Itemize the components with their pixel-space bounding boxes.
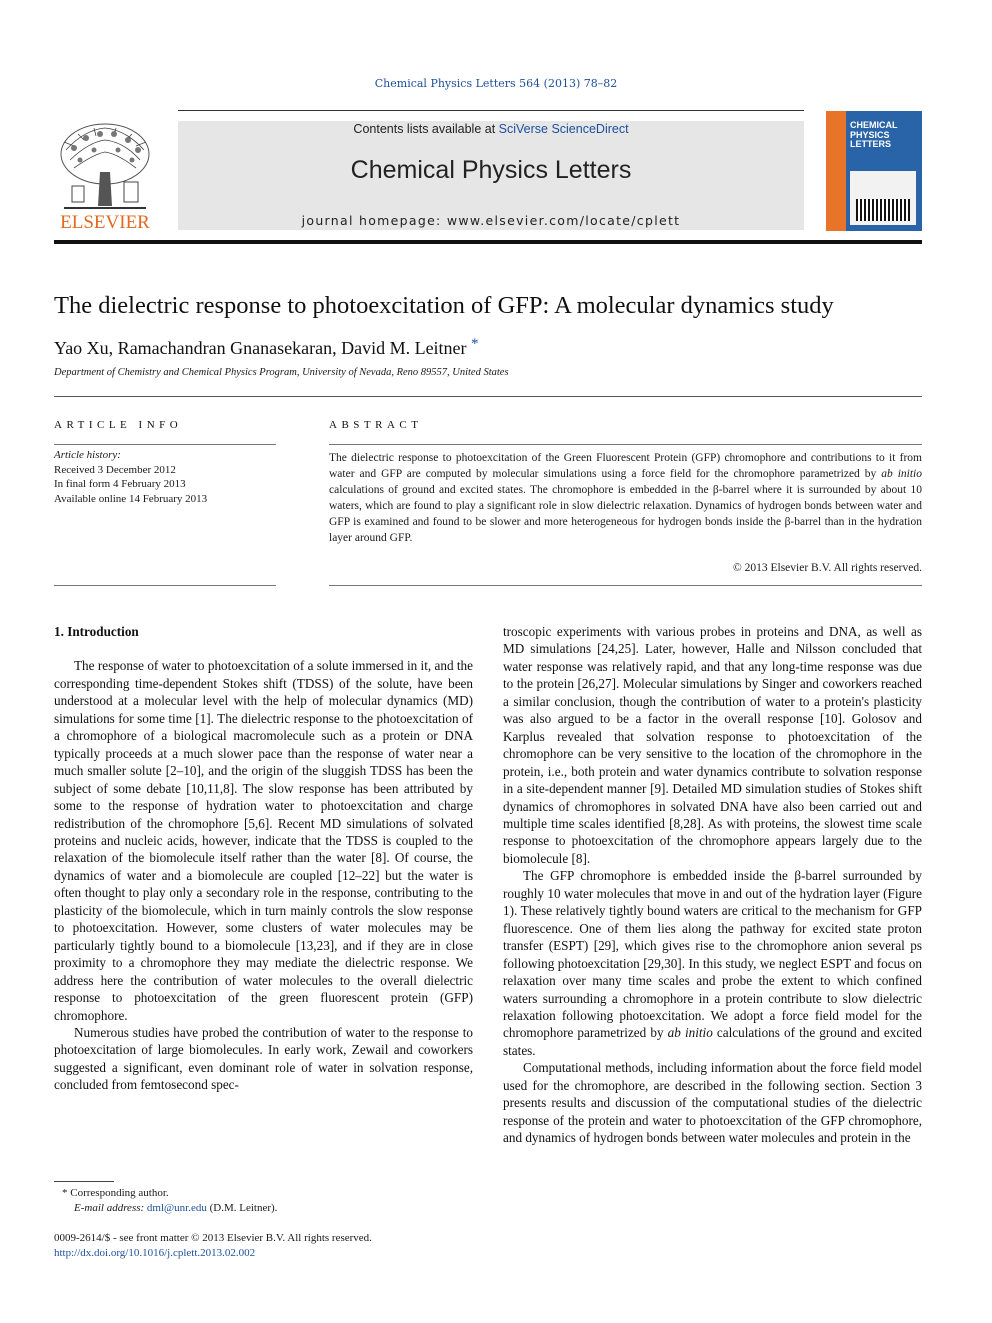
footnote-rule <box>54 1181 114 1182</box>
journal-title: Chemical Physics Letters <box>350 156 632 184</box>
cover-title-line-3: LETTERS <box>850 139 892 149</box>
abstract-italic: ab initio <box>881 468 923 480</box>
email-label: E-mail address: <box>74 1202 147 1214</box>
abstract-rule <box>329 444 922 445</box>
cover-title <box>850 121 898 150</box>
abstract-copyright: © 2013 Elsevier B.V. All rights reserved. <box>733 562 922 574</box>
sciencedirect-link[interactable]: SciVerse ScienceDirect <box>498 122 629 136</box>
paragraph-part: The GFP chromophore is embedded inside the β-barrel surrounded by roughly 10 water molecules that move in and out of the hydration layer (Figure 1). These relatively tightly bound waters are critical to the mechanism for GFP fluorescence. One of them lies along the pathway for excited state proton transfer (ESPT) [29], which gives rise to the chromophore anion several ps following photoexcitation [29,30]. In this study, we neglect ESPT and focus on relaxation over many time scales and probe the extent to which confined waters surrounding a chromophore in a protein contribute to slow dielectric relaxation following photoexcitation. We adopt a force field model for the chromophore parametrized by <box>503 868 922 1041</box>
authors-text: Yao Xu, Ramachandran Gnanasekaran, David M. Leitner <box>54 338 467 358</box>
paragraph-part: calculations of the ground and excited states. <box>503 1025 922 1058</box>
received-date: Received 3 December 2012 <box>54 463 176 476</box>
article-title: The dielectric response to photoexcitation of GFP: A molecular dynamics study <box>54 292 834 319</box>
author-list <box>54 336 479 359</box>
corresponding-author-mark[interactable]: * <box>471 336 479 352</box>
article-info-heading: ARTICLE INFO <box>54 419 183 431</box>
contents-line <box>178 122 804 136</box>
email-line <box>54 1201 277 1216</box>
cover-strip <box>826 111 846 231</box>
affiliation-rule <box>54 396 922 397</box>
doi-link[interactable]: http://dx.doi.org/10.1016/j.cplett.2013.02.002 <box>54 1246 256 1259</box>
paragraph: The response of water to photoexcitation of a solute immersed in it, and the corresponding time-dependent Stokes shift (TDSS) of the solute, have been understood at a molecular level with the help of molecular dynamics (MD) simulations for some time [1]. The dielectric response to the photoexcitation of a chromophore of a biological macromolecule such as a protein or DNA typically proceeds at a much slower pace than the response of water near a much smaller solute [2–10], and the origin of the sluggish TDSS has been the subject of some debate [10,11,8]. The slow response has been attributed by some to the response of hydration water to photoexcitation and charge redistribution of the chromophore [5,6]. Recent MD simulations of solvated proteins and nucleic acids, however, indicate that the TDSS is coupled to the relaxation of the biomolecule itself rather than the water [8]. Of course, the dynamics of water and a biomolecule are coupled [12–22] but the water is often thought to play only a secondary role in the response, contributing to the plasticity of the biomolecule, which in turn mainly controls the slow response to photoexcitation. However, some clusters of water molecules may be particularly tightly bound to a biomolecule [13,23], and if they are in close proximity to a chromophore they may mediate the dielectric response. We address here the contribution of water molecules to the overall dielectric response to photoexcitation of the green fluorescent protein (GFP) chromophore. <box>54 658 473 1023</box>
abstract-text <box>329 450 922 546</box>
article-info-bottom-rule <box>54 585 276 586</box>
body-column-right <box>503 623 922 1147</box>
tree-icon <box>54 120 156 212</box>
paragraph: troscopic experiments with various probes in proteins and DNA, as well as MD simulations [24,25]. Later, however, Halle and Nilsson concluded that water response was relatively rapid, and that any long-time response was due to the protein [26,27]. Molecular simulations by Singer and coworkers reached a similar conclusion, though the contribution of water to a protein's plasticity was also argued to be a factor in the overall response [10]. Golosov and Karplus revealed that solvation response to photoexcitation of the chromophore can be very sensitive to the location of the chromophore in the protein, i.e., both protein and water dynamics contribute to solvation response in a site-dependent manner [9]. Detailed MD simulation studies of Stokes shift dynamics of chromophores in solvated DNA have also been carried out and multiple time scales identified [8,28]. As with proteins, the slowest time scale response to photoexcitation of the chromophore appears largely due to the biomolecule [8]. <box>503 624 922 866</box>
abstract-bottom-rule <box>329 585 922 586</box>
article-history <box>54 448 207 506</box>
elsevier-logo[interactable] <box>54 120 156 235</box>
header-thick-rule <box>54 240 922 244</box>
header-rule <box>178 110 804 111</box>
article-info-rule <box>54 444 276 445</box>
paragraph <box>503 867 922 1059</box>
cover-title-line-2: PHYSICS <box>850 129 890 140</box>
elsevier-wordmark: ELSEVIER <box>60 212 150 233</box>
email-owner: (D.M. Leitner). <box>206 1202 278 1214</box>
paragraph: Computational methods, including information about the force field model used for the chromophore, are described in the following section. Section 3 presents results and discussion of the computational studies of the dielectric response of the protein and water to photoexcitation of the GFP chromophore, and dynamics of hydrogen bonds between water molecules and protein in the <box>503 1060 922 1146</box>
journal-cover[interactable] <box>826 111 922 231</box>
cover-title-line-1: CHEMICAL <box>850 120 898 130</box>
bottom-info <box>54 1231 372 1260</box>
abstract-heading: ABSTRACT <box>329 419 423 431</box>
corresponding-author-note: * Corresponding author. <box>62 1187 169 1199</box>
journal-homepage[interactable]: journal homepage: www.elsevier.com/locate/cplett <box>301 213 681 228</box>
history-label: Article history: <box>54 449 121 461</box>
contents-prefix: Contents lists available at <box>353 122 499 136</box>
paragraph-italic: ab initio <box>667 1025 713 1041</box>
footnote <box>54 1186 277 1216</box>
affiliation: Department of Chemistry and Chemical Physics Program, University of Nevada, Reno 89557, United States <box>54 367 509 378</box>
paragraph: Numerous studies have probed the contribution of water to the response to photoexcitation of large biomolecules. In early work, Zewail and coworkers suggested a significant, even dominant role of water in solvation response, concluded from femtosecond spec- <box>54 1024 473 1093</box>
final-form-date: In final form 4 February 2013 <box>54 478 186 490</box>
body-column-left <box>54 623 473 1094</box>
online-date: Available online 14 February 2013 <box>54 492 208 505</box>
issn-line: 0009-2614/$ - see front matter © 2013 Elsevier B.V. All rights reserved. <box>54 1232 372 1244</box>
email-link[interactable]: dml@unr.edu <box>146 1202 207 1214</box>
journal-reference[interactable]: Chemical Physics Letters 564 (2013) 78–82 <box>374 77 618 90</box>
abstract-part-2: calculations of ground and excited states. The chromophore is embedded in the β-barrel where it is surrounded by about 10 waters, which are found to play a significant role in slow dielectric relaxation. Dynamics of hydrogen bonds between water and GFP is examined and found to be slower and more heterogeneous for hydrogen bonds inside the β-barrel than in the hydration layer around GFP. <box>329 484 922 544</box>
section-heading-introduction: 1. Introduction <box>54 624 139 639</box>
cover-figure-icon <box>856 199 910 221</box>
abstract-part-1: The dielectric response to photoexcitation of the Green Fluorescent Protein (GFP) chromophore and contributions to it from water and GFP are computed by molecular simulations using a force field for the chromophore parametrized by <box>329 452 922 480</box>
